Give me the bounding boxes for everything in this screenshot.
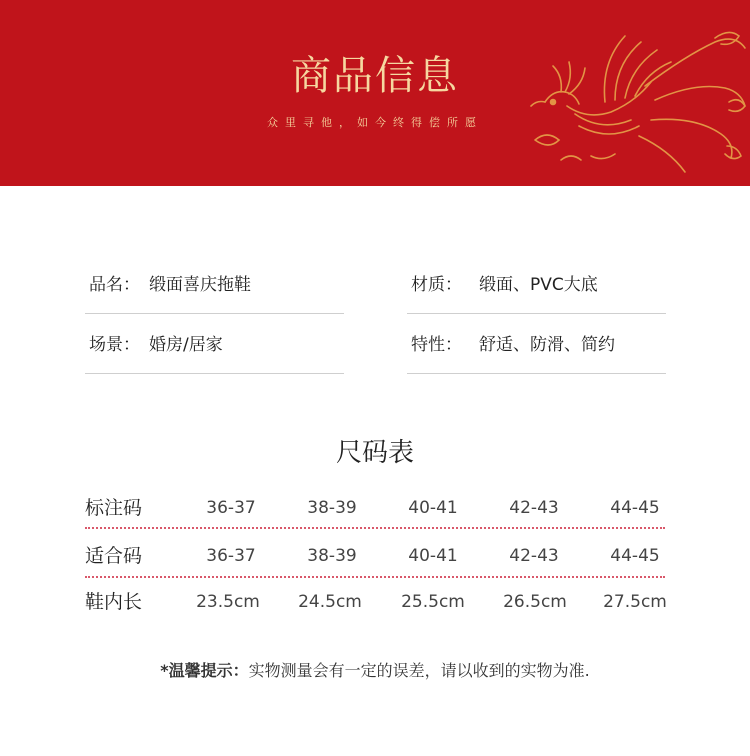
size-table-title: 尺码表 (335, 438, 414, 468)
size-cell: 26.5cm (503, 592, 567, 612)
header-banner (0, 0, 750, 186)
divider (85, 373, 344, 374)
divider (407, 373, 666, 374)
size-row-inner-length (85, 586, 665, 618)
divider (85, 313, 344, 314)
material-label: 材质： (411, 275, 462, 295)
name-value: 缎面喜庆拖鞋 (149, 275, 251, 295)
size-cell: 38-39 (307, 498, 357, 518)
warm-tip (0, 658, 750, 681)
phoenix-icon (505, 10, 750, 186)
banner-title: 商品信息 (291, 53, 459, 99)
warm-tip-text: 实物测量会有一定的误差，请以收到的实物为准. (248, 661, 590, 680)
size-cell: 42-43 (509, 546, 559, 566)
size-cell: 44-45 (610, 546, 660, 566)
dotted-divider (85, 576, 665, 578)
feature-label: 特性： (411, 335, 462, 355)
size-cell: 23.5cm (196, 592, 260, 612)
scene-value: 婚房/居家 (149, 335, 223, 355)
size-row-fit-size (85, 540, 665, 572)
size-cell: 42-43 (509, 498, 559, 518)
size-cell: 27.5cm (603, 592, 667, 612)
info-row-material (407, 256, 666, 314)
info-row-scene (85, 316, 344, 374)
row-header: 鞋内长 (85, 591, 143, 613)
banner-subtitle: 众里寻他，如今终得偿所愿 (267, 116, 483, 129)
size-cell: 40-41 (408, 546, 458, 566)
divider (407, 313, 666, 314)
warm-tip-label: *温馨提示： (160, 661, 249, 680)
size-cell: 36-37 (206, 546, 256, 566)
size-cell: 40-41 (408, 498, 458, 518)
size-cell: 44-45 (610, 498, 660, 518)
row-header: 适合码 (85, 545, 143, 567)
size-row-label-size (85, 492, 665, 524)
info-row-feature (407, 316, 666, 374)
scene-label: 场景： (89, 335, 140, 355)
material-value: 缎面、PVC大底 (479, 275, 598, 295)
size-cell: 36-37 (206, 498, 256, 518)
size-cell: 38-39 (307, 546, 357, 566)
info-row-name (85, 256, 344, 314)
feature-value: 舒适、防滑、简约 (479, 335, 615, 355)
size-cell: 25.5cm (401, 592, 465, 612)
dotted-divider (85, 527, 665, 529)
size-cell: 24.5cm (298, 592, 362, 612)
row-header: 标注码 (85, 497, 143, 519)
name-label: 品名： (89, 275, 140, 295)
